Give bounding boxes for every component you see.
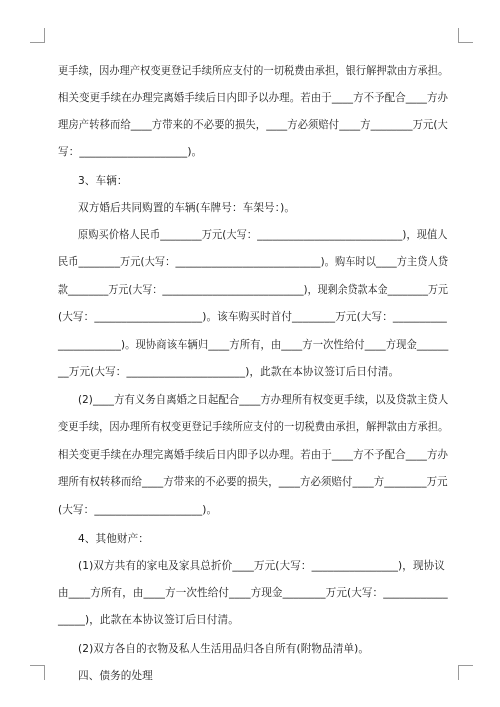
text-line: (大写：____________________)。: [58, 504, 218, 516]
text-line: (2)双方各自的衣物及私人生活用品归各自所有(附物品清单)。: [78, 643, 370, 655]
crop-mark-top-right: [458, 28, 473, 43]
text-line: 由____方所有，由____方一次性给付____方现金________万元(大写：____________: [58, 587, 448, 599]
text-line: 3、车辆：: [78, 175, 128, 187]
text-line: 写：____________________)。: [58, 146, 203, 158]
text-line: __万元(大写：______________________)，此款在本协议签订后日付清。: [58, 366, 400, 378]
text-line: 理所有权转移而给____方带来的不必要的损失，____方必须赔付____方________万元: [58, 476, 448, 488]
text-line: 四、债务的处理: [78, 670, 153, 682]
text-line: 变更手续，因办理所有权变更登记手续所应支付的一切税费由承担，解押款由方承担。: [58, 421, 449, 433]
crop-mark-bottom-right: [458, 665, 473, 680]
text-line: 更手续，因办理产权变更登记手续所应支付的一切税费由承担，银行解押款由方承担。: [58, 65, 449, 77]
text-line: 4、其他财产：: [78, 533, 150, 545]
crop-mark-top-left: [30, 28, 45, 43]
text-line: 相关变更手续在办理完离婚手续后日内即予以办理。若由于____方不予配合____方办: [58, 92, 449, 104]
text-line: 原购买价格人民币________万元(大写：____________________________)，现值人: [78, 229, 448, 241]
text-line: 民币________万元(大写：____________________________)。购车时以____方主贷人贷: [58, 256, 449, 268]
text-line: _____)，此款在本协议签订后日付清。: [58, 614, 239, 626]
text-line: (2)____方有义务自离婚之日起配合____方办理所有权变更手续，以及贷款主贷人: [78, 394, 449, 406]
text-line: 双方婚后共同购置的车辆(车牌号：车架号：)。: [78, 202, 296, 214]
text-line: ____________)。现协商该车辆归____方所有，由____方一次性给付____方现金______: [58, 339, 449, 351]
text-line: (大写：____________________)。该车购买时首付________万元(大写：__________: [58, 311, 447, 323]
crop-mark-bottom-left: [30, 665, 45, 680]
text-line: (1)双方共有的家电及家具总折价____万元(大写：________________)，现协议: [78, 560, 445, 572]
text-line: 款________万元(大写：____________________________)，现剩余贷款本金________万元: [58, 284, 449, 296]
text-line: 相关变更手续在办理完离婚手续后日内即予以办理。若由于____方不予配合____方办: [58, 449, 449, 461]
text-line: 理房产转移而给____方带来的不必要的损失，____方必须赔付____方________万元(大: [58, 119, 448, 131]
